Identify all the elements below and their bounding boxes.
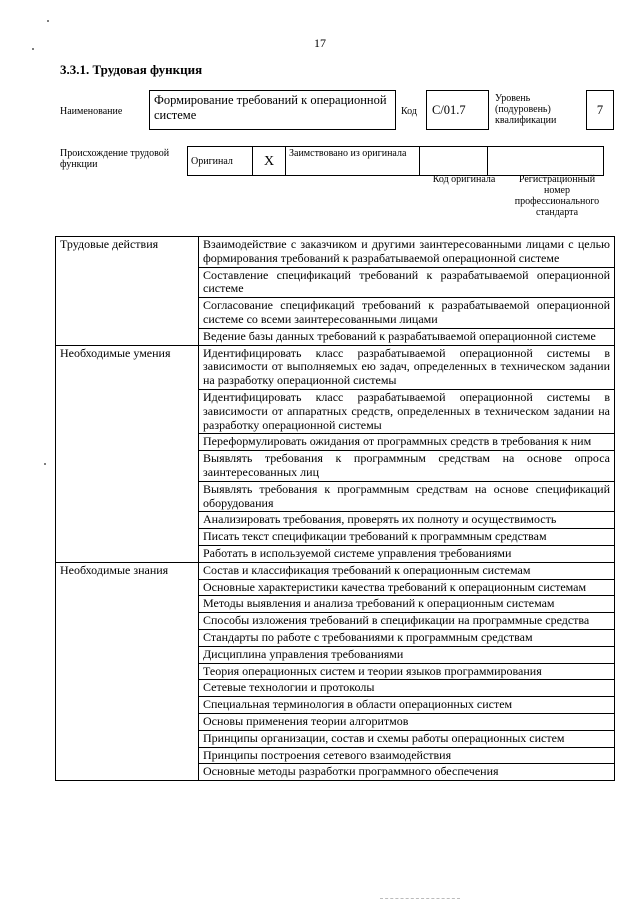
scan-speck — [44, 463, 46, 465]
original-label: Оригинал — [188, 147, 253, 176]
table-row — [56, 545, 615, 562]
table-row — [56, 747, 615, 764]
section-category-continued — [56, 529, 199, 546]
section-item: Идентифицировать класс разрабатываемой операционной системы в зависимости от выполняемых ею задач, определенных в техническом задании на разработку операционной системы — [199, 345, 615, 389]
section-item: Взаимодействие с заказчиком и другими заинтересованными лицами с целью формирования требований к разрабатываемой операционной системе — [199, 237, 615, 268]
section-item: Теория операционных систем и теории языков программирования — [199, 663, 615, 680]
section-category-continued — [56, 646, 199, 663]
function-details-table — [55, 236, 615, 781]
section-category-continued — [56, 267, 199, 298]
table-row — [56, 562, 615, 579]
table-row — [56, 529, 615, 546]
scan-artifact — [380, 898, 460, 899]
code-original-cell — [420, 147, 488, 176]
qualification-level: 7 — [596, 103, 604, 117]
section-item: Выявлять требования к программным средствам на основе опроса заинтересованных лиц — [199, 451, 615, 482]
table-row — [56, 389, 615, 433]
table-row — [56, 764, 615, 781]
table-row — [56, 730, 615, 747]
section-item: Писать текст спецификации требований к программным средствам — [199, 529, 615, 546]
section-item: Основы применения теории алгоритмов — [199, 713, 615, 730]
section-category-continued — [56, 596, 199, 613]
section-item: Идентифицировать класс разрабатываемой операционной системы в зависимости от аппаратных средств, определенных в техническом задании на разработку операционной системы — [199, 389, 615, 433]
table-row — [56, 267, 615, 298]
section-category-continued — [56, 389, 199, 433]
function-name-box — [149, 90, 396, 130]
section-item: Переформулировать ожидания от программных средств в требования к ним — [199, 434, 615, 451]
section-category-continued — [56, 481, 199, 512]
section-item: Методы выявления и анализа требований к операционным системам — [199, 596, 615, 613]
section-item: Основные характеристики качества требований к операционным системам — [199, 579, 615, 596]
section-category-continued — [56, 713, 199, 730]
section-category-continued — [56, 579, 199, 596]
section-item: Ведение базы данных требований к разрабатываемой операционной системе — [199, 328, 615, 345]
table-row — [56, 596, 615, 613]
section-category: Трудовые действия — [56, 237, 199, 268]
table-row — [56, 345, 615, 389]
origin-label: Происхождение трудовой функции — [60, 148, 170, 170]
level-label: Уровень (подуровень) квалификации — [495, 93, 557, 126]
section-category: Необходимые умения — [56, 345, 199, 389]
section-category-continued — [56, 298, 199, 329]
table-row — [56, 434, 615, 451]
section-item: Основные методы разработки программного обеспечения — [199, 764, 615, 781]
table-row — [56, 646, 615, 663]
section-item: Составление спецификаций требований к разрабатываемой операционной системе — [199, 267, 615, 298]
section-category-continued — [56, 512, 199, 529]
table-row — [56, 328, 615, 345]
section-category-continued — [56, 451, 199, 482]
section-item: Принципы построения сетевого взаимодействия — [199, 747, 615, 764]
section-category-continued — [56, 328, 199, 345]
page-number: 17 — [314, 36, 326, 50]
original-mark: X — [253, 147, 286, 176]
function-code: С/01.7 — [432, 103, 466, 117]
section-item: Работать в используемой системе управления требованиями — [199, 545, 615, 562]
section-category-continued — [56, 747, 199, 764]
reg-number-cell — [488, 147, 604, 176]
name-label: Наименование — [60, 106, 123, 117]
code-original-caption: Код оригинала — [432, 174, 496, 185]
table-row — [56, 613, 615, 630]
table-row — [56, 629, 615, 646]
section-category-continued — [56, 629, 199, 646]
section-item: Дисциплина управления требованиями — [199, 646, 615, 663]
section-item: Анализировать требования, проверять их полноту и осуществимость — [199, 512, 615, 529]
section-item: Принципы организации, состав и схемы работы операционных систем — [199, 730, 615, 747]
section-category-continued — [56, 680, 199, 697]
scan-speck — [47, 20, 49, 22]
function-code-box — [426, 90, 489, 130]
section-category-continued — [56, 730, 199, 747]
table-row — [56, 663, 615, 680]
table-row — [56, 512, 615, 529]
table-row — [56, 680, 615, 697]
section-item: Способы изложения требований в спецификации на программные средства — [199, 613, 615, 630]
section-item: Состав и классификация требований к операционным системам — [199, 562, 615, 579]
table-row — [56, 713, 615, 730]
table-row — [56, 579, 615, 596]
section-category: Необходимые знания — [56, 562, 199, 579]
section-category-continued — [56, 663, 199, 680]
function-name: Формирование требований к операционной системе — [154, 93, 387, 122]
section-category-continued — [56, 545, 199, 562]
section-item: Стандарты по работе с требованиями к программным средствам — [199, 629, 615, 646]
table-row — [56, 451, 615, 482]
qualification-level-box — [586, 90, 614, 130]
section-item: Сетевые технологии и протоколы — [199, 680, 615, 697]
reg-number-caption: Регистрационный номер профессионального стандарта — [514, 174, 600, 218]
borrowed-label: Заимствовано из оригинала — [286, 147, 420, 176]
table-row — [56, 481, 615, 512]
section-title: 3.3.1. Трудовая функция — [60, 62, 203, 77]
table-row — [56, 298, 615, 329]
section-item: Специальная терминология в области операционных систем — [199, 697, 615, 714]
section-category-continued — [56, 434, 199, 451]
section-category-continued — [56, 613, 199, 630]
section-category-continued — [56, 697, 199, 714]
origin-table — [187, 146, 604, 176]
code-label: Код — [401, 106, 417, 117]
table-row — [56, 237, 615, 268]
section-category-continued — [56, 764, 199, 781]
section-item: Согласование спецификаций требований к разрабатываемой операционной системе со всеми заинтересованными лицами — [199, 298, 615, 329]
section-item: Выявлять требования к программным средствам на основе спецификаций оборудования — [199, 481, 615, 512]
table-row — [56, 697, 615, 714]
